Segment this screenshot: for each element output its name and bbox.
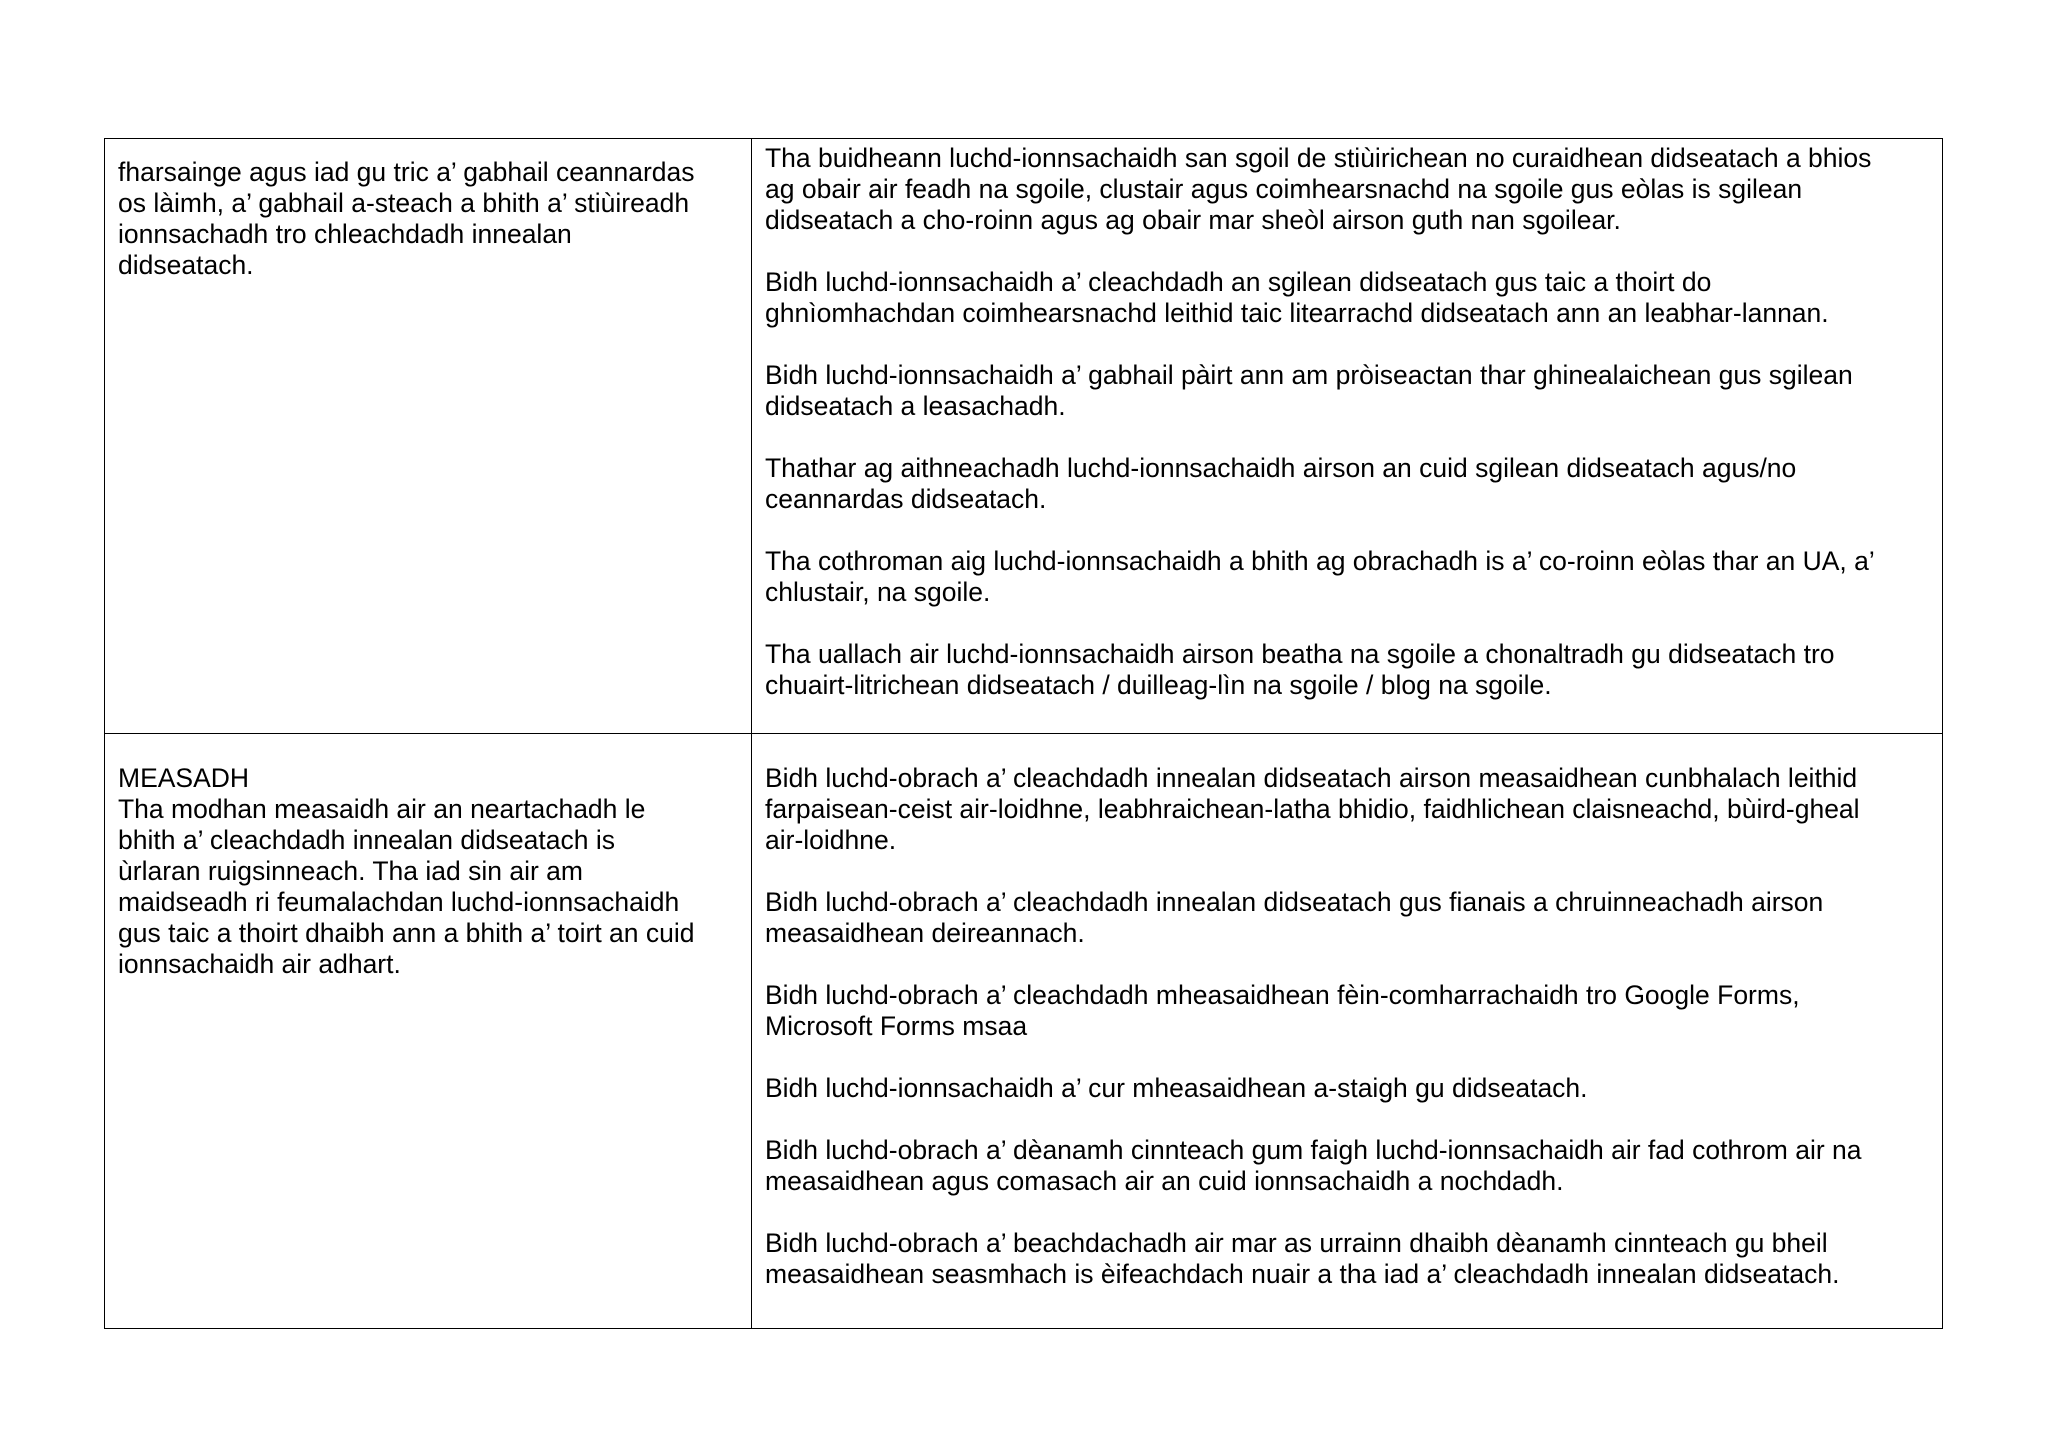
cell-paragraph: Bidh luchd-obrach a’ cleachdadh mheasaidhean fèin-comharrachaidh tro Google Forms, Microsoft Forms msaa: [765, 980, 1800, 1041]
table-cell-left: [105, 734, 752, 1329]
cell-paragraph: Tha buidheann luchd-ionnsachaidh san sgoil de stiùirichean no curaidhean didseatach a bhios ag obair air feadh na sgoile, clustair agus coimhearsnachd na sgoile gus eòlas is sgilean didseatach a cho-roinn agus ag obair mar sheòl airson guth nan sgoilear.: [765, 143, 1872, 235]
table-cell-left: [105, 139, 752, 734]
cell-paragraph: Thathar ag aithneachadh luchd-ionnsachaidh airson an cuid sgilean didseatach agus/no ceannardas didseatach.: [765, 453, 1797, 514]
cell-paragraph: Bidh luchd-ionnsachaidh a’ cleachdadh an sgilean didseatach gus taic a thoirt do ghnìomhachdan coimhearsnachd leithid taic litearrachd didseatach ann an leabhar-lannan.: [765, 267, 1829, 328]
cell-paragraph: Bidh luchd-ionnsachaidh a’ cur mheasaidhean a-staigh gu didseatach.: [765, 1073, 1588, 1103]
cell-paragraph: Bidh luchd-obrach a’ dèanamh cinnteach gum faigh luchd-ionnsachaidh air fad cothrom air na measaidhean agus comasach air an cuid ionnsachaidh a nochdadh.: [765, 1135, 1862, 1196]
cell-paragraph: Bidh luchd-obrach a’ cleachdadh innealan didseatach gus fianais a chruinneachadh airson measaidhean deireannach.: [765, 887, 1824, 948]
cell-paragraph: Tha modhan measaidh air an neartachadh le bhith a’ cleachdadh innealan didseatach is ùrlaran ruigsinneach. Tha iad sin air am maidseadh ri feumalachdan luchd-ionnsachaidh gus taic a thoirt dhaibh ann a bhith a’ toirt an cuid ionnsachaidh air adhart.: [118, 794, 695, 979]
cell-paragraph: Bidh luchd-ionnsachaidh a’ gabhail pàirt ann am pròiseactan thar ghinealaichean gus sgilean didseatach a leasachadh.: [765, 360, 1853, 421]
table-cell-right: [752, 734, 1943, 1329]
cell-paragraph: Tha uallach air luchd-ionnsachaidh airson beatha na sgoile a chonaltradh gu didseatach tro chuairt-litrichean didseatach / duilleag-lìn na sgoile / blog na sgoile.: [765, 639, 1835, 700]
table-cell-right: [752, 139, 1943, 734]
cell-paragraph: Bidh luchd-obrach a’ beachdachadh air mar as urrainn dhaibh dèanamh cinnteach gu bheil measaidhean seasmhach is èifeachdach nuair a tha iad a’ cleachdadh innealan didseatach.: [765, 1228, 1840, 1289]
section-heading: MEASADH: [118, 763, 250, 793]
cell-paragraph: Tha cothroman aig luchd-ionnsachaidh a bhith ag obrachadh is a’ co-roinn eòlas thar an UA, a’ chlustair, na sgoile.: [765, 546, 1875, 607]
cell-paragraph: Bidh luchd-obrach a’ cleachdadh innealan didseatach airson measaidhean cunbhalach leithid farpaisean-ceist air-loidhne, leabhraichean-latha bhidio, faidhlichean claisneachd, bùird-gheal air-loidhne.: [765, 763, 1860, 855]
content-table: [104, 138, 1943, 1329]
cell-paragraph: fharsainge agus iad gu tric a’ gabhail ceannardas os làimh, a’ gabhail a-steach a bhith a’ stiùireadh ionnsachadh tro chleachdadh innealan didseatach.: [118, 157, 695, 280]
table-row: [105, 734, 1943, 1329]
table-row: [105, 139, 1943, 734]
